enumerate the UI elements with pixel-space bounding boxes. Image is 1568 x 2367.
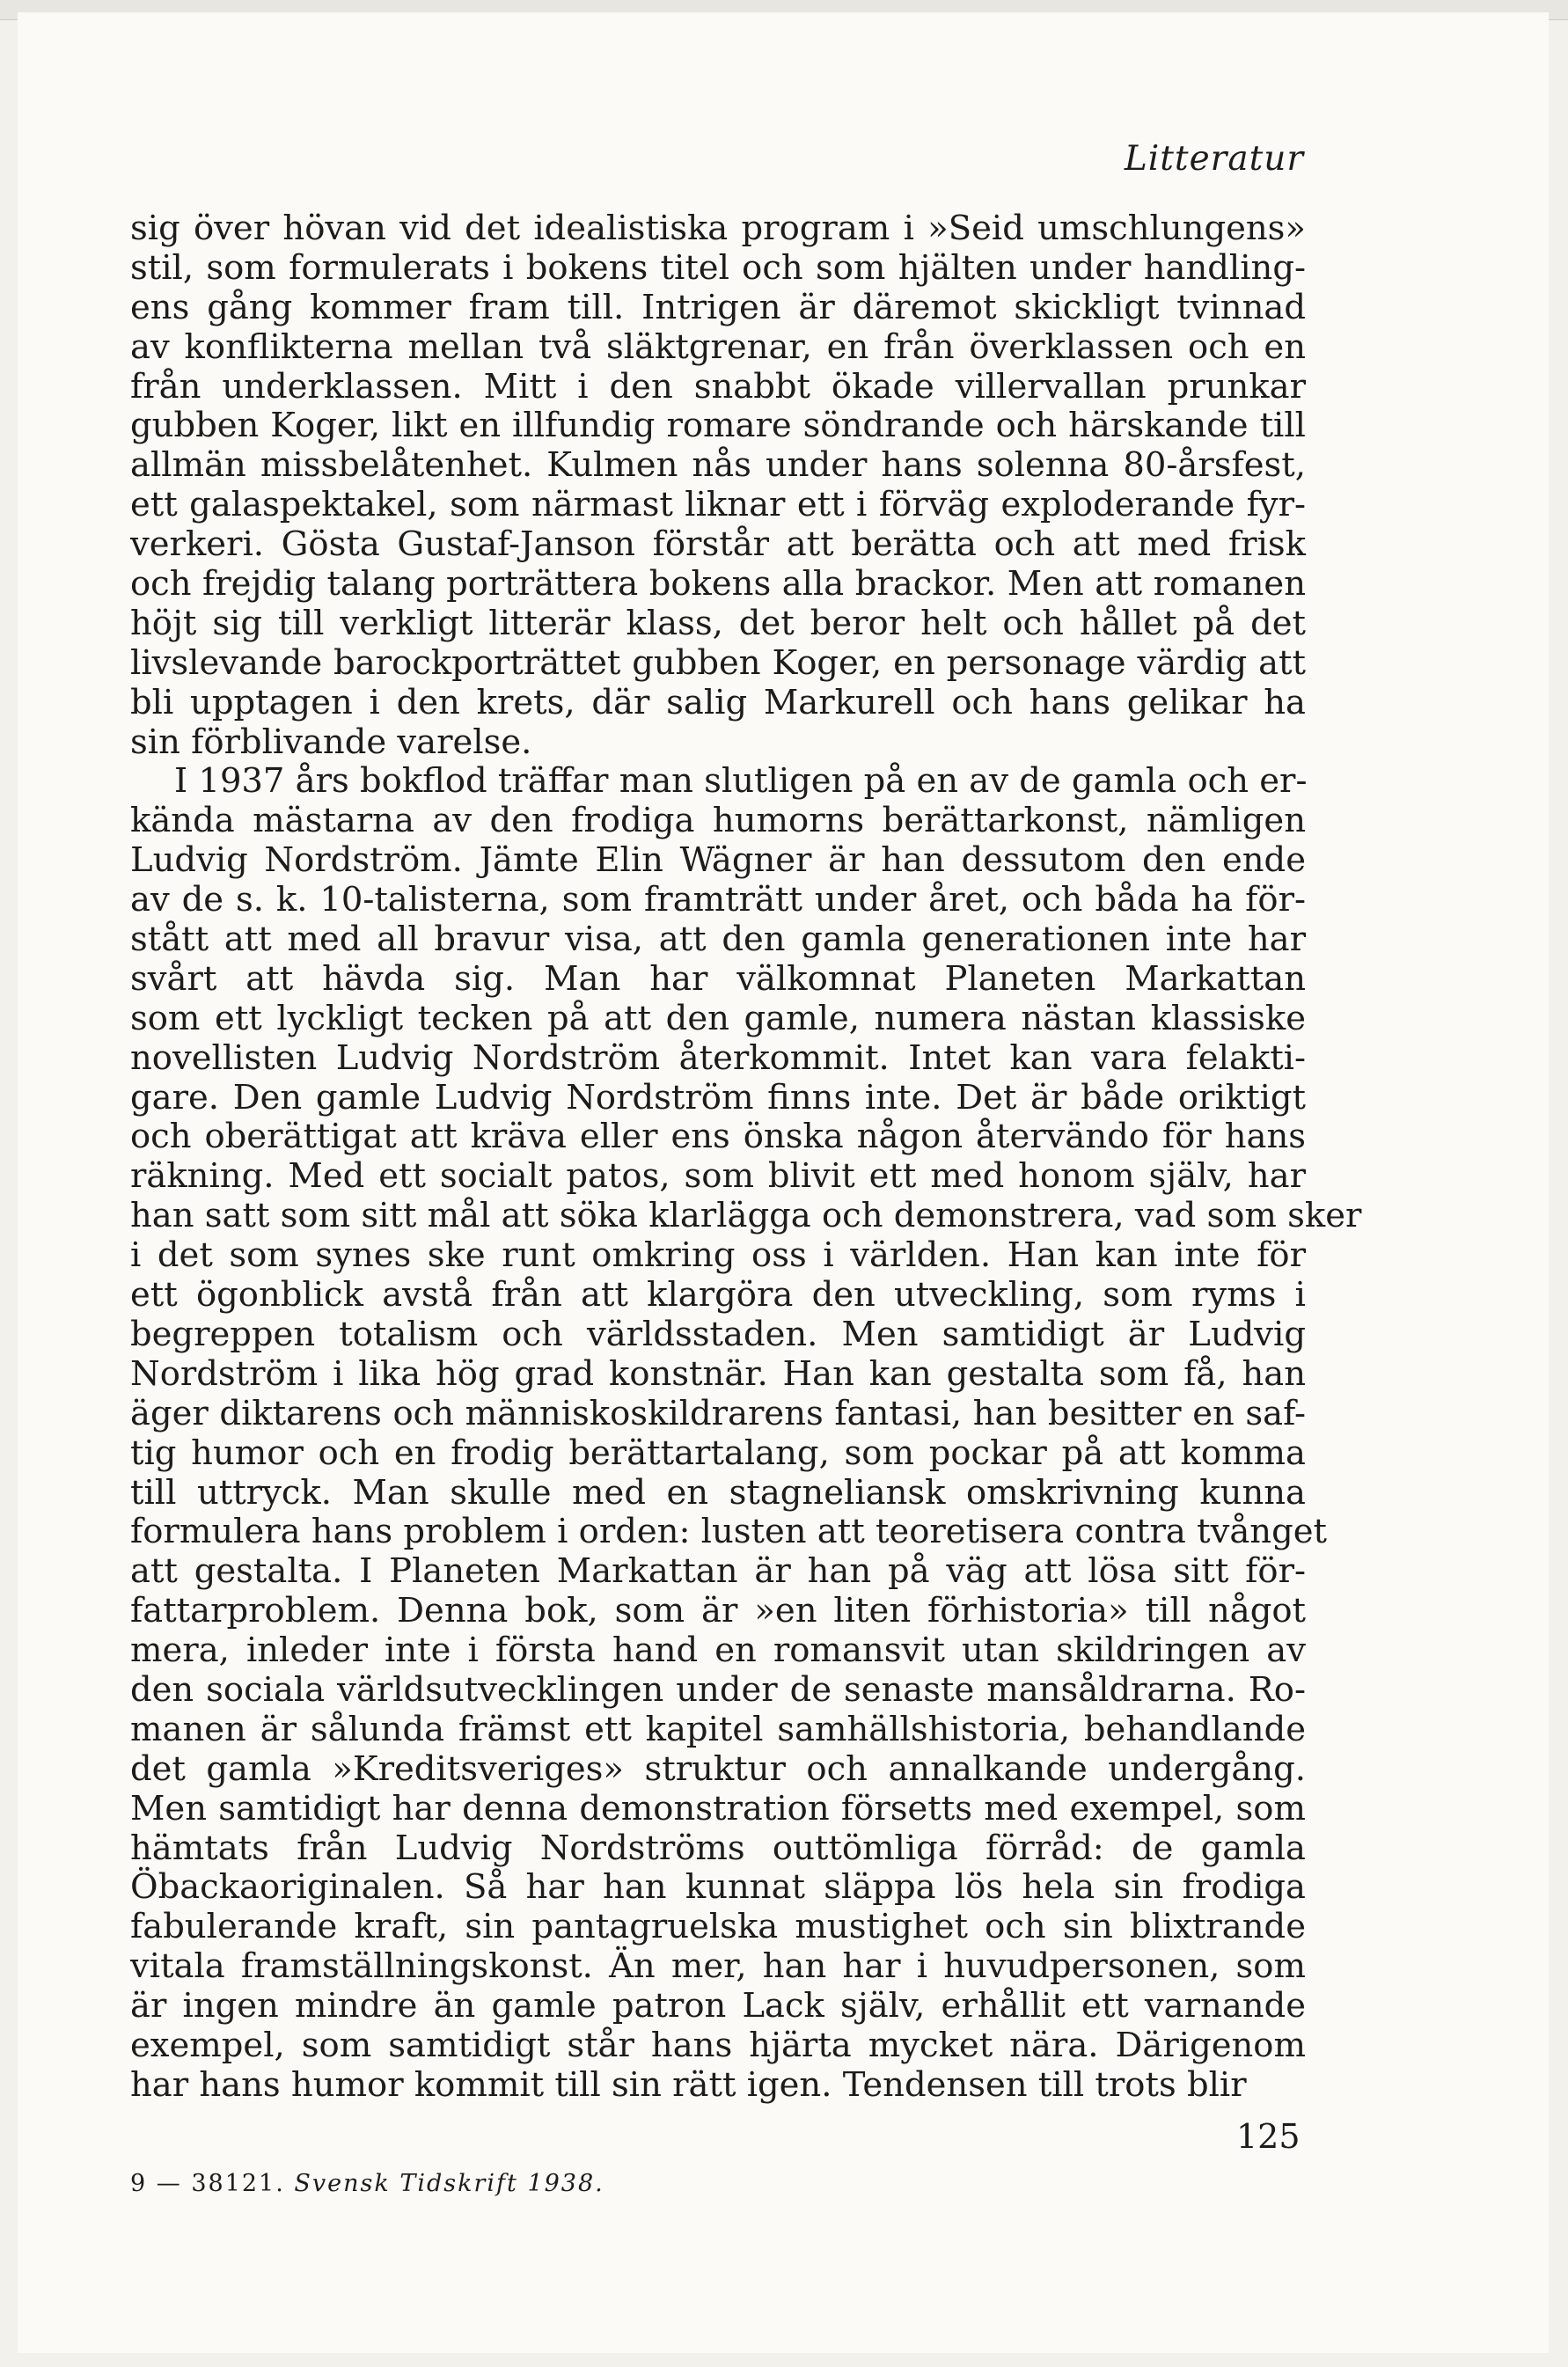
text-line: har hans humor kommit till sin rätt igen. Tendensen till trots blir xyxy=(130,2064,1247,2105)
paragraph xyxy=(130,761,1362,2105)
text-line: att gestalta. I Planeten Markattan är han på väg att lösa sitt för- xyxy=(130,1551,1306,1592)
footer-signature xyxy=(130,2170,604,2197)
text-line: sig över hövan vid det idealistiska program i »Seid umschlungens» xyxy=(130,209,1306,248)
text-line: fattarproblem. Denna bok, som är »en liten förhistoria» till något xyxy=(130,1591,1306,1631)
text-line: av de s. k. 10-talisterna, som framträtt under året, och båda ha för- xyxy=(130,880,1306,920)
text-line: tig humor och en frodig berättartalang, som pockar på att komma xyxy=(130,1433,1306,1473)
text-line: stått att med all bravur visa, att den gamla generationen inte har xyxy=(130,920,1306,960)
text-line: verkeri. Gösta Gustaf-Janson förstår att berätta och att med frisk xyxy=(130,524,1306,565)
paragraph xyxy=(130,209,1306,762)
text-line: vitala framställningskonst. Än mer, han har i huvudpersonen, som xyxy=(130,1946,1306,1987)
text-line: ett galaspektakel, som närmast liknar ett i förväg exploderande fyr- xyxy=(130,485,1306,525)
text-line: den sociala världsutvecklingen under de senaste mansåldrarna. Ro- xyxy=(130,1669,1306,1710)
text-line: allmän missbelåtenhet. Kulmen nås under hans solenna 80-årsfest, xyxy=(130,445,1306,486)
text-line: Nordström i lika hög grad konstnär. Han kan gestalta som få, han xyxy=(130,1353,1306,1394)
footer-code: 9 — 38121. xyxy=(130,2170,285,2197)
text-line: äger diktarens och människoskildrarens fantasi, han besitter en saf- xyxy=(130,1393,1306,1433)
text-line: Öbackaoriginalen. Så har han kunnat släppa lös hela sin frodiga xyxy=(130,1867,1306,1908)
running-header: Litteratur xyxy=(1124,139,1304,179)
text-line: sin förblivande varelse. xyxy=(130,722,532,762)
text-line: stil, som formulerats i bokens titel och som hjälten under handling- xyxy=(130,247,1306,288)
text-line: livslevande barockporträttet gubben Koger, en personage värdig att xyxy=(130,642,1306,683)
text-line: mera, inleder inte i första hand en romansvit utan skildringen av xyxy=(130,1631,1306,1671)
text-line: Men samtidigt har denna demonstration försetts med exempel, som xyxy=(130,1788,1306,1828)
text-line: kända mästarna av den frodiga humorns berättarkonst, nämligen xyxy=(130,801,1306,841)
footer-journal: Svensk Tidskrift 1938. xyxy=(294,2170,604,2197)
text-line: i det som synes ske runt omkring oss i världen. Han kan inte för xyxy=(130,1235,1306,1276)
text-line: hämtats från Ludvig Nordströms outtömliga förråd: de gamla xyxy=(130,1828,1306,1868)
text-line: bli upptagen i den krets, där salig Markurell och hans gelikar ha xyxy=(130,682,1306,722)
text-line: och frejdig talang porträttera bokens alla brackor. Men att romanen xyxy=(130,564,1306,605)
text-line: räkning. Med ett socialt patos, som blivit ett med honom själv, har xyxy=(130,1156,1306,1197)
text-line: från underklassen. Mitt i den snabbt ökade villervallan prunkar xyxy=(130,366,1306,407)
text-line: manen är sålunda främst ett kapitel samhällshistoria, behandlande xyxy=(130,1709,1306,1749)
text-line: av konflikterna mellan två släktgrenar, en från överklassen och en xyxy=(130,326,1306,367)
text-line: gare. Den gamle Ludvig Nordström finns inte. Det är både oriktigt xyxy=(130,1077,1306,1118)
text-line: gubben Koger, likt en illfundig romare söndrande och härskande till xyxy=(130,406,1306,446)
text-line: svårt att hävda sig. Man har välkomnat Planeten Markattan xyxy=(130,958,1306,999)
text-line: som ett lyckligt tecken på att den gamle, numera nästan klassiske xyxy=(130,998,1306,1038)
text-line: begreppen totalism och världsstaden. Men samtidigt är Ludvig xyxy=(130,1314,1306,1354)
text-line: till uttryck. Man skulle med en stagneliansk omskrivning kunna xyxy=(130,1472,1306,1513)
text-line: det gamla »Kreditsveriges» struktur och annalkande undergång. xyxy=(130,1748,1306,1789)
text-line: Ludvig Nordström. Jämte Elin Wägner är han dessutom den ende xyxy=(130,840,1306,881)
page-number: 125 xyxy=(1236,2117,1301,2156)
text-line: är ingen mindre än gamle patron Lack själv, erhållit ett varnande xyxy=(130,1986,1306,2026)
text-line: exempel, som samtidigt står hans hjärta mycket nära. Därigenom xyxy=(130,2025,1306,2065)
text-line: ett ögonblick avstå från att klargöra den utveckling, som ryms i xyxy=(130,1275,1306,1315)
text-line: fabulerande kraft, sin pantagruelska mustighet och sin blixtrande xyxy=(130,1907,1306,1947)
text-line: ens gång kommer fram till. Intrigen är däremot skickligt tvinnad xyxy=(130,287,1306,327)
body-text xyxy=(130,209,1362,2106)
text-line: han satt som sitt mål att söka klarlägga och demonstrera, vad som sker xyxy=(130,1196,1362,1236)
text-line: och oberättigat att kräva eller ens önska någon återvändo för hans xyxy=(130,1117,1306,1157)
text-line: novellisten Ludvig Nordström återkommit. Intet kan vara felakti- xyxy=(130,1037,1306,1078)
text-line: formulera hans problem i orden: lusten att teoretisera contra tvånget xyxy=(130,1512,1327,1552)
text-line: höjt sig till verkligt litterär klass, det beror helt och hållet på det xyxy=(130,603,1306,643)
text-line: I 1937 års bokflod träffar man slutligen på en av de gamla och er- xyxy=(174,761,1308,802)
